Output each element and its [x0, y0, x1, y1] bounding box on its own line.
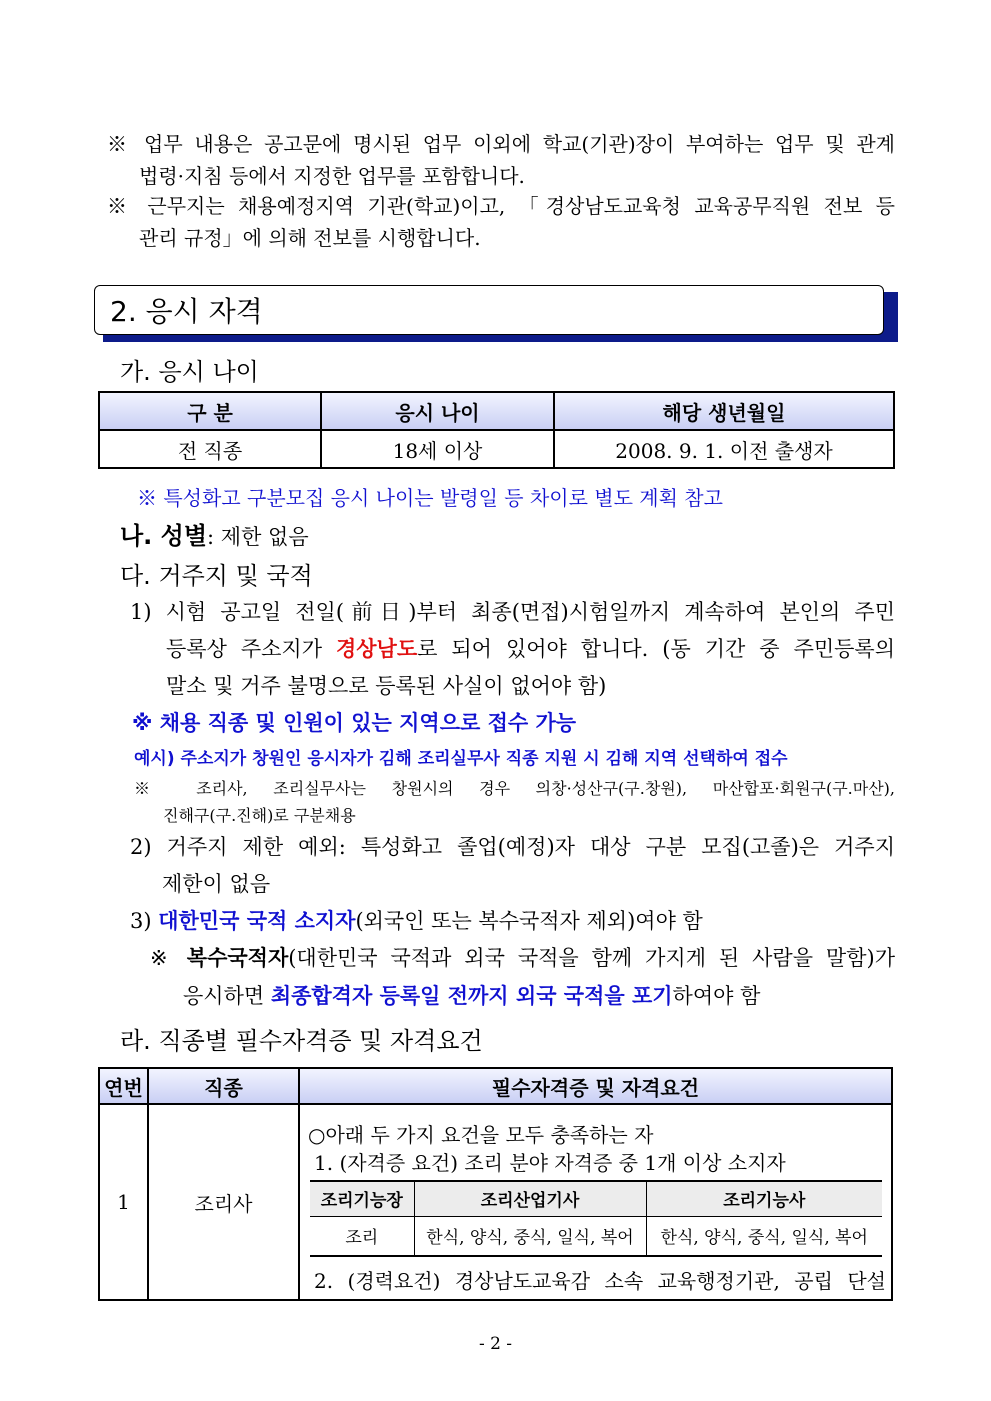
qual-cell-job: 조리사: [148, 1104, 299, 1300]
heading-gender-label: 나. 성별: [120, 522, 208, 550]
qual-header-job: 직종: [148, 1068, 299, 1104]
dual-nationality-line2: 응시하면 최종합격자 등록일 전까지 외국 국적을 포기하여야 함: [183, 984, 761, 1008]
residence-item1-line3: 말소 및 거주 불명으로 등록된 사실이 없어야 함): [166, 674, 607, 698]
age-table-header-age: 응시 나이: [321, 392, 554, 430]
residence-item1-line2: 등록상 주소지가 경상남도로 되어 있어야 합니다. (동 기간 중 주민등록의: [166, 636, 895, 661]
heading-gender: [120, 516, 309, 551]
inner-cell-craftsman: 한식, 양식, 중식, 일식, 복어: [646, 1216, 882, 1256]
qual-header-requirements: 필수자격증 및 자격요건: [299, 1068, 892, 1104]
age-table: [98, 391, 895, 469]
qual-req1: 1. (자격증 요건) 조리 분야 자격증 중 1개 이상 소지자: [314, 1151, 786, 1175]
heading-gender-value: : 제한 없음: [207, 525, 309, 549]
heading-age: 가. 응시 나이: [120, 358, 259, 386]
age-table-header-birthdate: 해당 생년월일: [554, 392, 894, 430]
highlight-renounce: 최종합격자 등록일 전까지 외국 국적을 포기: [270, 984, 673, 1008]
inner-cell-industrial: 한식, 양식, 중식, 일식, 복어: [414, 1216, 646, 1256]
age-table-header-category: 구 분: [99, 392, 321, 430]
qual-intro: ○아래 두 가지 요건을 모두 충족하는 자: [308, 1123, 654, 1147]
qual-req2: 2. (경력요건) 경상남도교육감 소속 교육행정기관, 공립 단설: [314, 1269, 886, 1293]
residence-item1-line1: 1) 시험 공고일 전일(前日)부터 최종(면접)시험일까지 계속하여 본인의 주민: [130, 600, 895, 624]
residence-item3: 3) 대한민국 국적 소지자(외국인 또는 복수국적자 제외)여야 함: [130, 909, 703, 933]
age-table-cell-category: 전 직종: [99, 430, 321, 468]
blue-notice: ※ 채용 직종 및 인원이 있는 지역으로 접수 가능: [132, 711, 577, 735]
note-workplace-line1: ※ 근무지는 채용예정지역 기관(학교)이고, 「경상남도교육청 교육공무직원 전보 등: [107, 194, 895, 218]
age-table-cell-birthdate: 2008. 9. 1. 이전 출생자: [554, 430, 894, 468]
qual-cell-requirements: [299, 1104, 892, 1300]
inner-header-craftsman: 조리기능사: [646, 1181, 882, 1216]
note-workplace-line2: 관리 규정」에 의해 전보를 시행합니다.: [139, 226, 481, 250]
qualification-table: [98, 1067, 893, 1301]
example-note: 예시) 주소지가 창원인 응시자가 김해 조리실무사 직종 지원 시 김해 지역 선택하여 접수: [134, 749, 788, 769]
qual-header-num: 연번: [99, 1068, 148, 1104]
page-number: - 2 -: [478, 1334, 513, 1354]
highlight-dual-nationality: 복수국적자: [186, 946, 289, 970]
heading-qualifications: 라. 직종별 필수자격증 및 자격요건: [120, 1027, 483, 1055]
qual-cell-num: 1: [99, 1104, 148, 1300]
age-table-cell-age: 18세 이상: [321, 430, 554, 468]
residence-item2-line2: 제한이 없음: [162, 872, 271, 896]
qual-inner-table: [310, 1180, 882, 1257]
age-note: ※ 특성화고 구분모집 응시 나이는 발령일 등 차이로 별도 계획 참고: [137, 486, 723, 510]
inner-cell-master: 조리: [310, 1216, 414, 1256]
highlight-gyeongnam: 경상남도: [335, 636, 418, 661]
note-work-content-line1: ※ 업무 내용은 공고문에 명시된 업무 이외에 학교(기관)장이 부여하는 업무 및 관계: [107, 132, 895, 156]
residence-item2-line1: 2) 거주지 제한 예외: 특성화고 졸업(예정)자 대상 구분 모집(고졸)은 거주지: [130, 835, 895, 859]
small-note-line1: ※ 조리사, 조리실무사는 창원시의 경우 의창·성산구(구.창원), 마산합포·회원구(구.마산),: [134, 779, 895, 798]
inner-header-industrial: 조리산업기사: [414, 1181, 646, 1216]
note-work-content-line2: 법령·지침 등에서 지정한 업무를 포함합니다.: [139, 164, 525, 188]
heading-residence: 다. 거주지 및 국적: [120, 562, 313, 590]
dual-nationality-line1: ※ 복수국적자(대한민국 국적과 외국 국적을 함께 가지게 된 사람을 말함)가: [150, 946, 895, 970]
inner-header-master: 조리기능장: [310, 1181, 414, 1216]
section-title: 2. 응시 자격: [110, 295, 263, 328]
highlight-nationality: 대한민국 국적 소지자: [158, 909, 356, 933]
small-note-line2: 진해구(구.진해)로 구분채용: [163, 806, 356, 825]
